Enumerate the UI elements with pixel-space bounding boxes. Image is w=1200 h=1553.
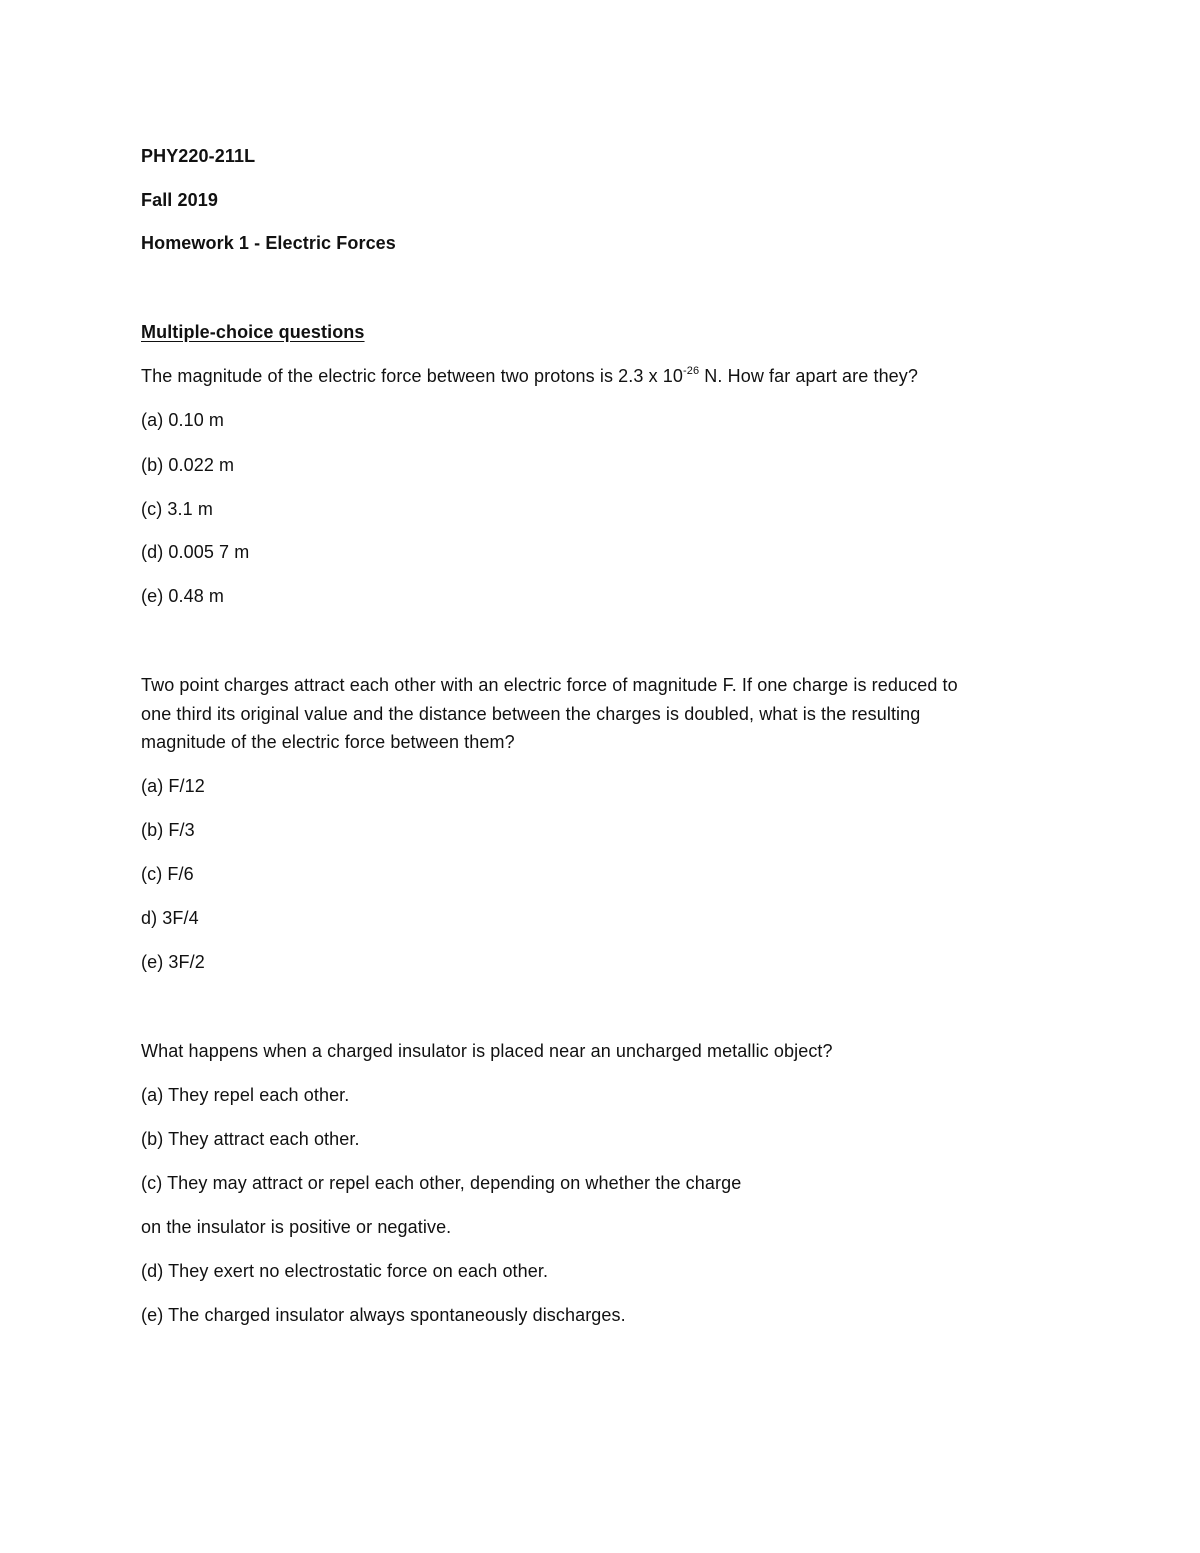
question-1-exponent: -26 xyxy=(683,365,700,377)
question-3-option-d: (d) They exert no electrostatic force on each other. xyxy=(141,1261,549,1281)
question-2-option-c: (c) F/6 xyxy=(141,864,194,884)
question-2-option-d: d) 3F/4 xyxy=(141,908,199,928)
question-2-prompt-line-2: one third its original value and the distance between the charges is doubled, what is the resulting xyxy=(141,704,921,724)
question-2-prompt-line-1: Two point charges attract each other with an electric force of magnitude F. If one charge is reduced to xyxy=(141,675,958,695)
question-1-prompt-text: The magnitude of the electric force between two protons is 2.3 x 10 xyxy=(141,366,683,386)
question-2-option-e: (e) 3F/2 xyxy=(141,952,205,972)
question-1-option-c: (c) 3.1 m xyxy=(141,499,213,519)
question-1-option-b: (b) 0.022 m xyxy=(141,455,235,475)
question-3-option-a: (a) They repel each other. xyxy=(141,1085,350,1105)
question-1-option-a: (a) 0.10 m xyxy=(141,410,225,430)
question-1-option-d: (d) 0.005 7 m xyxy=(141,542,250,562)
question-2-option-a: (a) F/12 xyxy=(141,776,205,796)
question-3-option-c: (c) They may attract or repel each other, depending on whether the charge xyxy=(141,1173,742,1193)
term: Fall 2019 xyxy=(141,190,218,210)
question-1-prompt-tail: N. How far apart are they? xyxy=(699,366,918,386)
course-code: PHY220-211L xyxy=(141,146,256,166)
question-2-option-b: (b) F/3 xyxy=(141,820,195,840)
section-heading: Multiple-choice questions xyxy=(141,322,365,342)
question-2-prompt-line-3: magnitude of the electric force between them? xyxy=(141,732,515,752)
question-3-option-c-continued: on the insulator is positive or negative. xyxy=(141,1217,452,1237)
homework-title: Homework 1 - Electric Forces xyxy=(141,233,396,253)
question-3-option-e: (e) The charged insulator always spontaneously discharges. xyxy=(141,1305,626,1325)
question-1-option-e: (e) 0.48 m xyxy=(141,586,225,606)
question-3-option-b: (b) They attract each other. xyxy=(141,1129,360,1149)
question-3-prompt: What happens when a charged insulator is placed near an uncharged metallic object? xyxy=(141,1041,833,1061)
question-1-prompt xyxy=(141,362,918,390)
